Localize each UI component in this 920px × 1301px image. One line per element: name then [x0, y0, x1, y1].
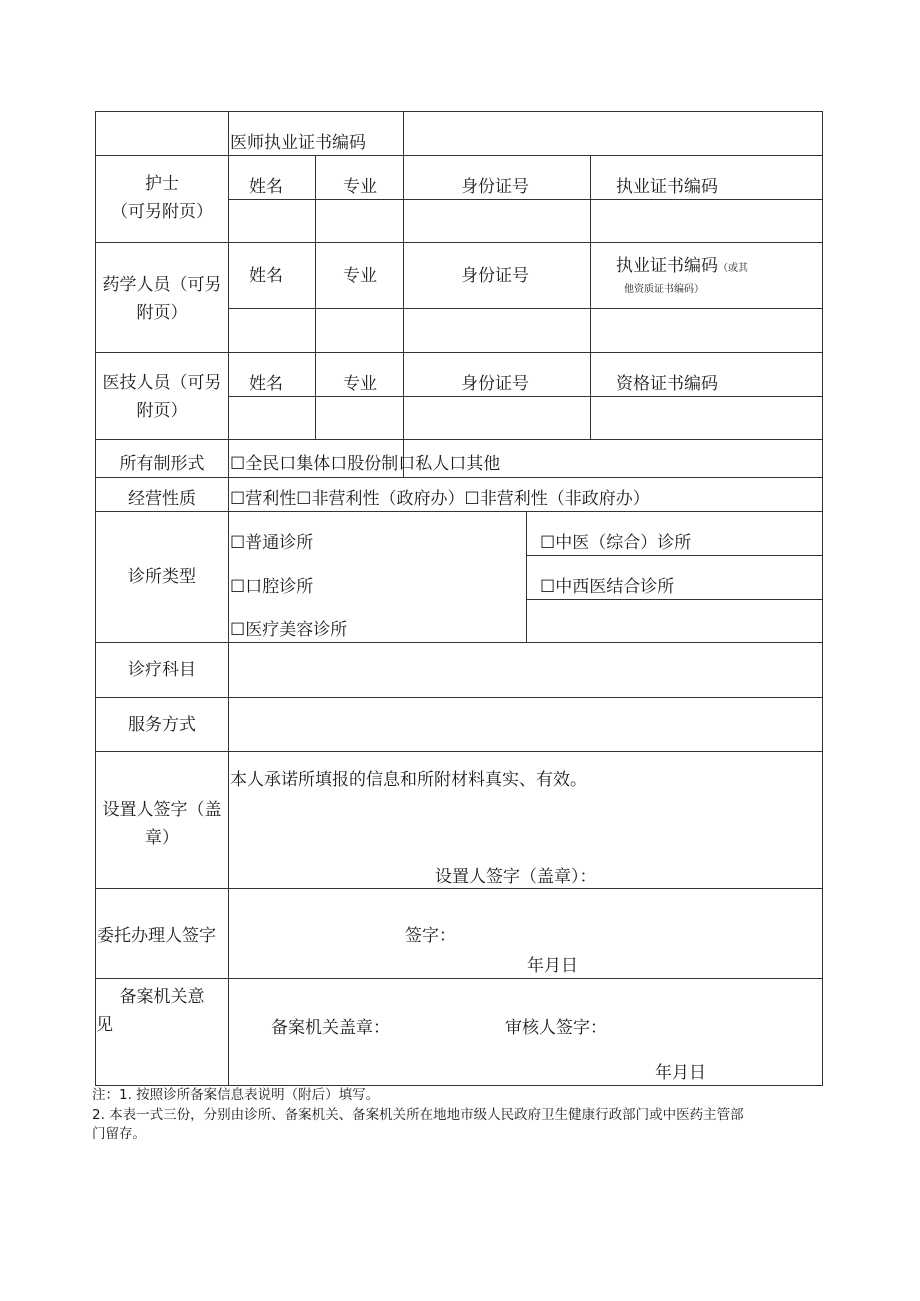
agent-date-field[interactable]: 年月日: [527, 956, 578, 976]
clinic-type-cosmetic-checkbox[interactable]: ☐医疗美容诊所: [230, 620, 348, 640]
ownership-options[interactable]: ☐全民口集体口股份制口私人口其他: [230, 454, 501, 474]
clinic-type-general-checkbox[interactable]: ☐普通诊所: [230, 533, 314, 553]
ownership-label: 所有制形式: [119, 454, 205, 474]
pharmacy-label-line2: 附页）: [136, 303, 188, 323]
grid-line: [228, 111, 229, 1086]
filing-label-line2: 见: [96, 1015, 113, 1035]
setter-sign-field[interactable]: 设置人签字（盖章）：: [435, 867, 597, 887]
subjects-input[interactable]: [229, 643, 822, 697]
filing-label: [96, 987, 228, 1035]
nurse-header-major: 专业: [343, 177, 377, 197]
medtech-header-major: 专业: [343, 374, 377, 394]
agent-sign-label: 委托办理人签字: [97, 926, 216, 946]
clinic-type-dental-checkbox[interactable]: ☐口腔诊所: [230, 577, 314, 597]
subjects-label: 诊疗科目: [128, 660, 196, 680]
medtech-name-input[interactable]: [229, 397, 315, 439]
grid-line: [95, 352, 823, 353]
grid-line: [95, 511, 823, 512]
pharmacy-major-input[interactable]: [316, 309, 403, 352]
clinic-type-integrated-checkbox[interactable]: ☐中西医结合诊所: [540, 577, 675, 597]
medtech-header-name: 姓名: [249, 374, 283, 394]
nurse-header-name: 姓名: [249, 177, 283, 197]
setter-sign-label-line2: 章）: [145, 828, 179, 848]
filing-date-field[interactable]: 年月日: [655, 1063, 706, 1083]
grid-line: [95, 477, 823, 478]
nurse-header-cert: 执业证书编码: [616, 177, 718, 197]
grid-line: [95, 888, 823, 889]
medtech-cert-input[interactable]: [591, 397, 822, 439]
setter-sign-label: [96, 800, 228, 848]
pharmacy-name-input[interactable]: [229, 309, 315, 352]
medtech-major-input[interactable]: [316, 397, 403, 439]
nurse-id-input[interactable]: [404, 200, 590, 242]
medtech-id-input[interactable]: [404, 397, 590, 439]
service-input[interactable]: [229, 698, 822, 751]
business-options[interactable]: ☐营利性☐非营利性（政府办）☐非营利性（非政府办）: [230, 489, 650, 509]
pharmacy-label: [96, 275, 228, 323]
grid-line: [95, 242, 823, 243]
pharmacy-label-line1: 药学人员（可另: [102, 275, 222, 295]
nurse-major-input[interactable]: [316, 200, 403, 242]
pharmacy-header-major: 专业: [343, 266, 377, 286]
nurse-label: [96, 174, 228, 222]
pharmacy-header-cert-note: （或其: [718, 263, 748, 274]
pharmacy-header-cert-note2: 他资质证书编码）: [624, 284, 704, 295]
doctor-cert-input[interactable]: [404, 112, 822, 155]
pharmacy-header-name: 姓名: [249, 266, 283, 286]
doctor-cert-label: 医师执业证书编码: [230, 133, 366, 153]
service-label: 服务方式: [128, 715, 196, 735]
nurse-cert-input[interactable]: [591, 200, 822, 242]
medtech-header-id: 身份证号: [461, 374, 529, 394]
grid-line: [526, 599, 823, 600]
medtech-label-line1: 医技人员（可另: [102, 373, 222, 393]
grid-line: [95, 751, 823, 752]
grid-line: [822, 111, 823, 1086]
filing-reviewer-field[interactable]: 审核人签字：: [505, 1018, 607, 1038]
filing-seal-field[interactable]: 备案机关盖章：: [271, 1018, 390, 1038]
grid-line: [95, 978, 823, 979]
business-label: 经营性质: [128, 489, 196, 509]
nurse-label-line2: （可另附页）: [111, 202, 213, 222]
grid-line: [95, 439, 823, 440]
setter-promise-text: 本人承诺所填报的信息和所附材料真实、有效。: [230, 770, 587, 790]
note-line1: 注：1. 按照诊所备案信息表说明（附后）填写。: [92, 1087, 380, 1103]
filing-label-line1: 备案机关意: [119, 987, 205, 1007]
grid-line: [526, 555, 823, 556]
grid-line: [95, 111, 96, 1086]
note-line2: 2. 本表一式三份，分别由诊所、备案机关、备案机关所在地地市级人民政府卫生健康行政部门或中医药主管部: [92, 1107, 744, 1123]
pharmacy-header-id: 身份证号: [461, 266, 529, 286]
pharmacy-header-cert-text: 执业证书编码: [616, 256, 718, 276]
grid-line: [95, 155, 823, 156]
pharmacy-id-input[interactable]: [404, 309, 590, 352]
clinic-type-tcm-checkbox[interactable]: ☐中医（综合）诊所: [540, 533, 692, 553]
pharmacy-cert-input[interactable]: [591, 309, 822, 352]
nurse-name-input[interactable]: [229, 200, 315, 242]
clinic-type-label: 诊所类型: [128, 567, 196, 587]
agent-sign-field[interactable]: 签字：: [405, 926, 456, 946]
grid-line: [526, 511, 527, 642]
note-line3: 门留存。: [92, 1126, 146, 1142]
medtech-label: [96, 373, 228, 421]
nurse-label-line1: 护士: [145, 174, 179, 194]
medtech-label-line2: 附页）: [136, 401, 188, 421]
pharmacy-header-cert: [616, 256, 748, 276]
medtech-header-cert: 资格证书编码: [616, 374, 718, 394]
setter-sign-label-line1: 设置人签字（盖: [102, 800, 222, 820]
nurse-header-id: 身份证号: [461, 177, 529, 197]
